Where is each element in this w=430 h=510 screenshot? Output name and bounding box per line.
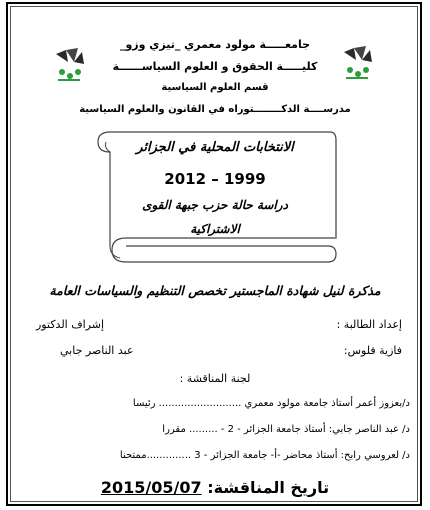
thesis-title-line4: الاشتراكية xyxy=(190,222,240,236)
supervisor-label: إشراف الدكتور xyxy=(36,318,105,331)
discussion-date xyxy=(0,478,430,497)
committee-member-president: د/بعزوز أعمر أستاذ جامعة مولود معمري .......................... رئيسا xyxy=(132,398,410,409)
doctoral-school-name: مدرســــة الدكــــــــتوراه في القانون والعلوم السياسية xyxy=(79,104,351,115)
prepared-by-label: إعداد الطالبة : xyxy=(336,318,402,331)
committee-title: لجنة المناقشة : xyxy=(179,372,251,385)
university-name: جامعـــــة مولود معمري _تيزي وزو_ xyxy=(119,38,311,51)
title-scroll-banner xyxy=(92,128,338,270)
committee-member-rapporteur: د/ عبد الناصر جابي: أستاذ جامعة الجزائر - 2 - ......... مقررا xyxy=(162,424,410,435)
department-name: قسم العلوم السياسية xyxy=(161,82,269,93)
thesis-title-years: 2012 – 1999 xyxy=(164,170,266,188)
thesis-title-line3: دراسة حالة حزب جبهة القوى xyxy=(142,198,288,212)
thesis-degree-subtitle: مذكرة لنيل شهادة الماجستير تخصص التنظيم والسياسات العامة xyxy=(49,283,381,298)
faculty-name: كليـــــة الحقوق و العلوم السياســــــة xyxy=(112,60,318,73)
discussion-date-label: تاريخ المناقشة: xyxy=(207,478,330,497)
student-name: فازية فلوس: xyxy=(343,344,402,357)
supervisor-name: عبد الناصر جابي xyxy=(60,344,134,357)
thesis-title-line1: الانتخابات المحلية في الجزائر xyxy=(136,140,294,155)
committee-member-examiner: د/ لعروسي رابح: أستاذ محاضر -أ- جامعة الجزائر - 3 ..............ممتحنا xyxy=(119,450,410,461)
discussion-date-value: 2015/05/07 xyxy=(100,478,202,497)
